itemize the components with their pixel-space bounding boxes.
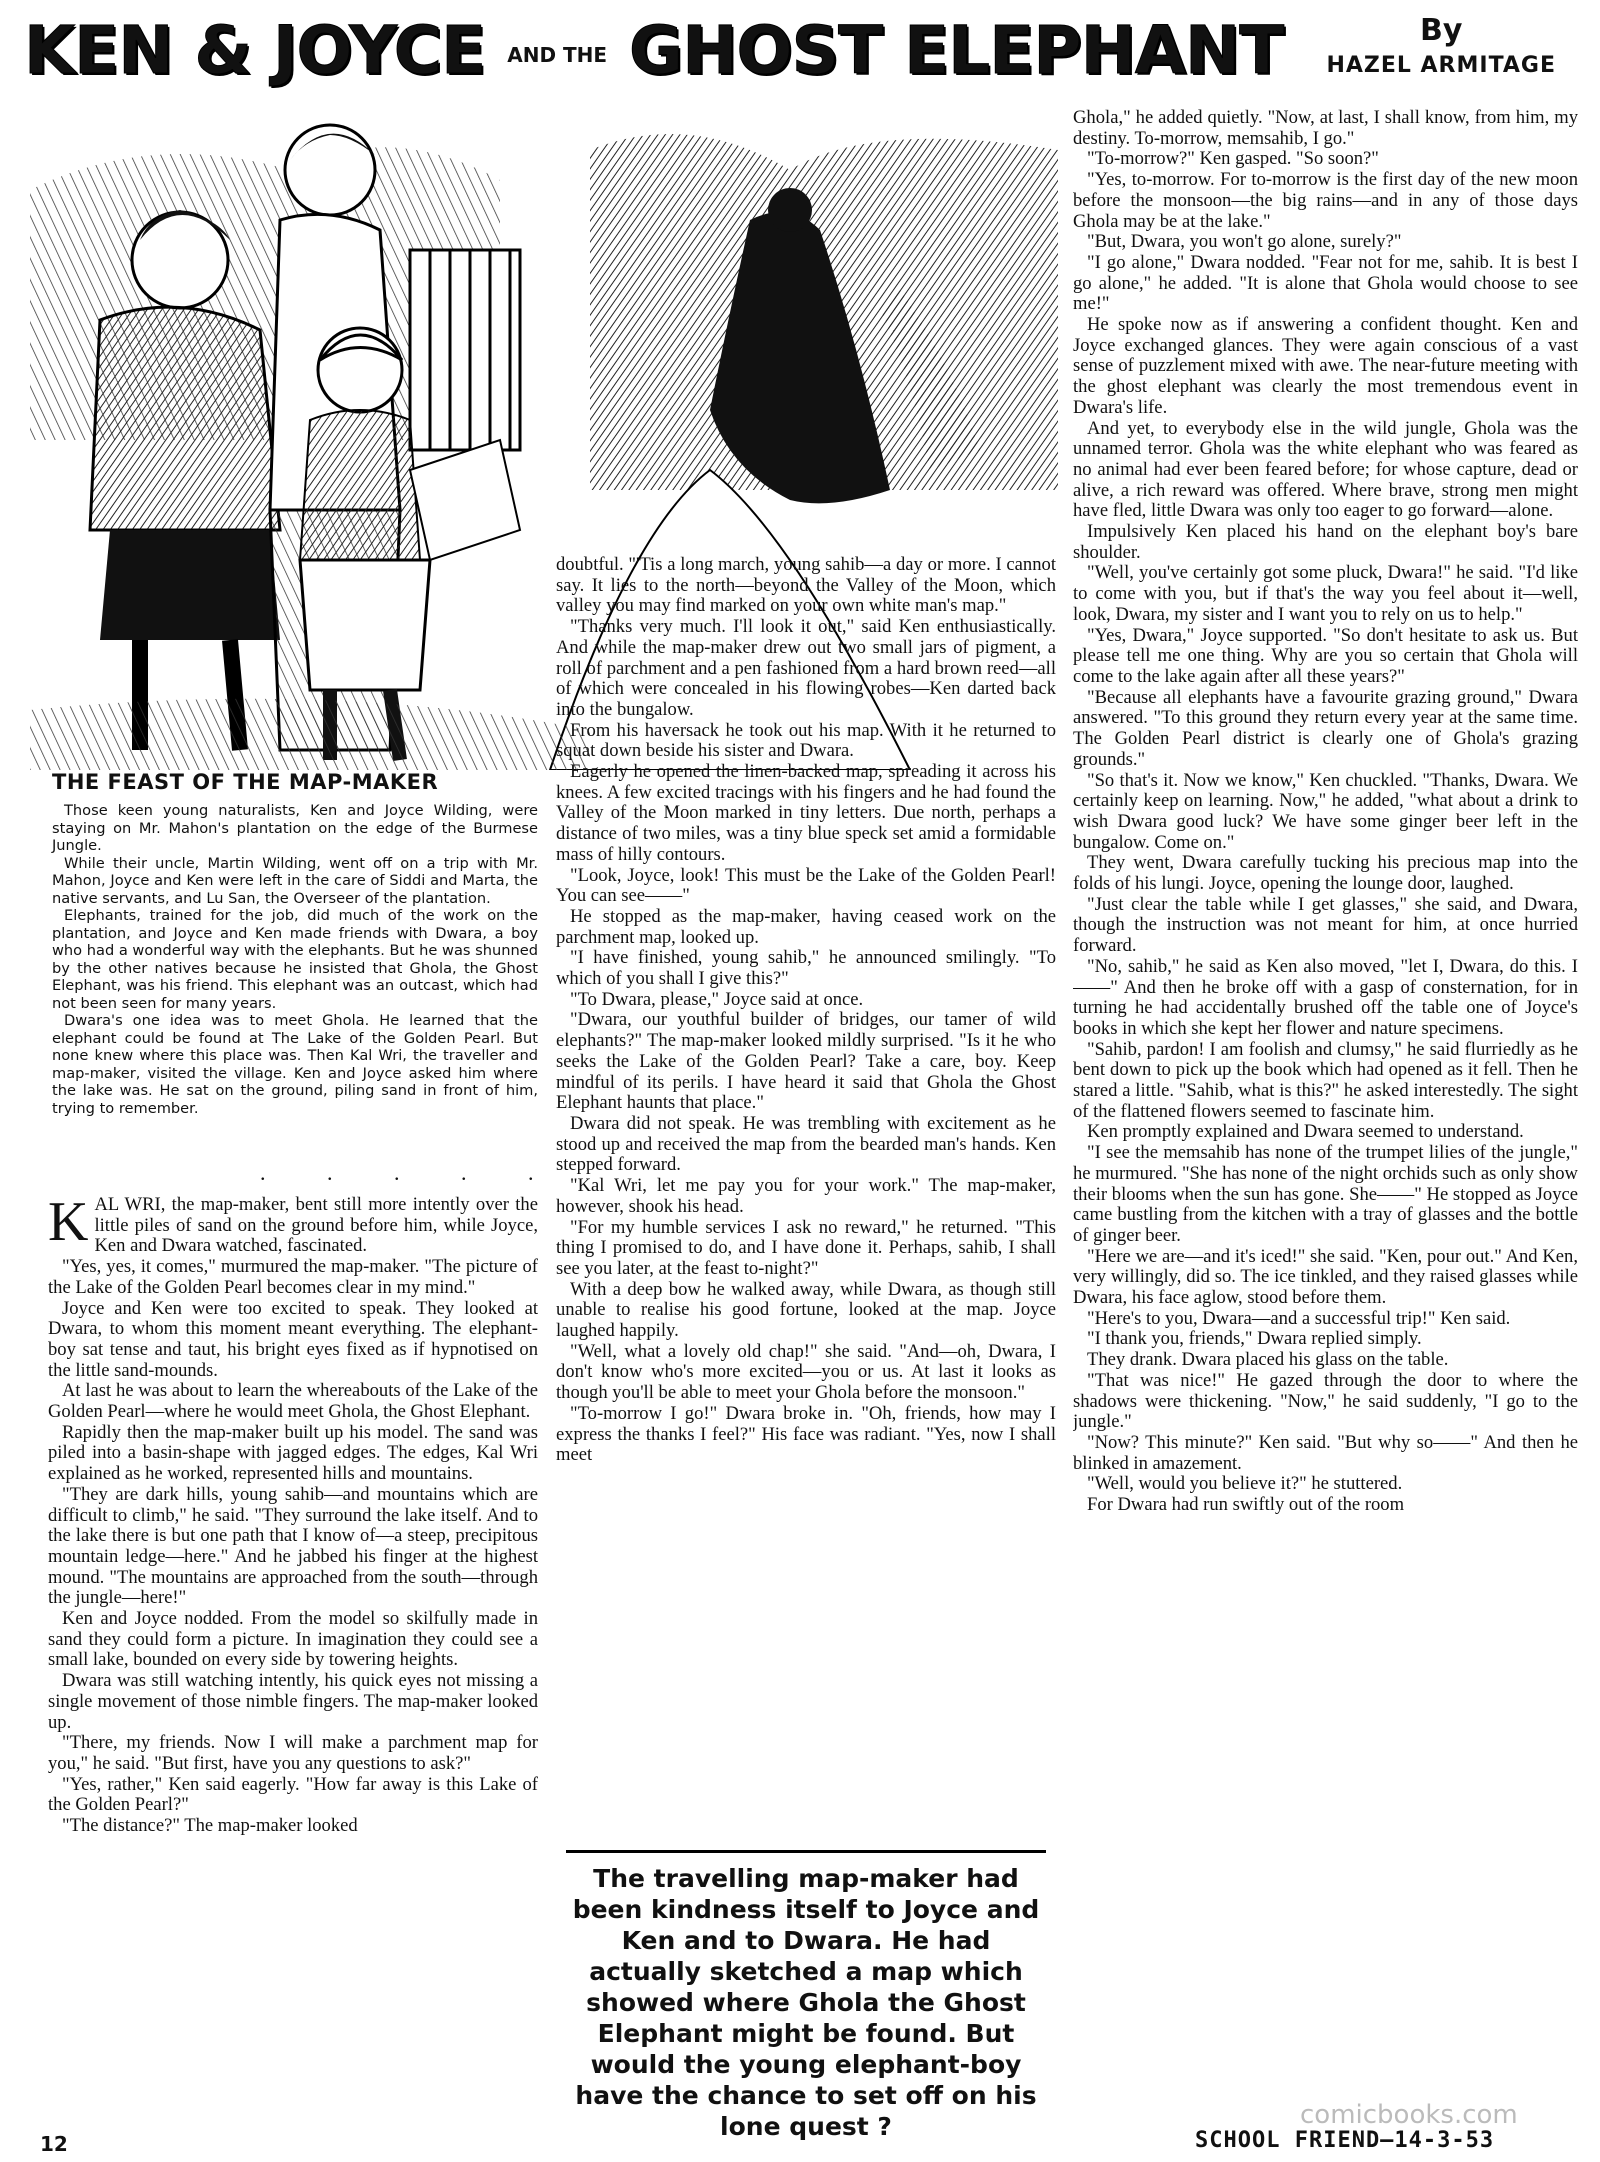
story-paragraph: Dwara was still watching intently, his quick eyes not missing a single movement of those nimble fingers. The map-maker looked up. xyxy=(48,1670,538,1733)
story-paragraph: "I thank you, friends," Dwara replied simply. xyxy=(1087,1328,1422,1350)
story-paragraph: doubtful. "'Tis a long march, young sahib—a day or more. I cannot say. It lies to the north—beyond the Valley of the Moon, which valley you may find marked on your own white man's map." xyxy=(556,555,1056,617)
drop-cap: K xyxy=(48,1195,89,1253)
synopsis-heading: THE FEAST OF THE MAP-MAKER xyxy=(52,770,439,794)
story-paragraph: Ken and Joyce nodded. From the model so skilfully made in sand they could form a picture. In imagination they could see a small lake, bounded on every side by towering heights. xyxy=(48,1608,538,1671)
story-column-2 xyxy=(556,555,1056,1845)
story-paragraph: "For my humble services I ask no reward," he returned. "This thing I promised to do, and I have done it. Perhaps, sahib, I shall see you later, at the feast to-night?" xyxy=(556,1216,1056,1279)
story-paragraph: And yet, to everybody else in the wild jungle, Ghola was the unnamed terror. Ghola was the white elephant who was feared as no animal had ever been feared before; for whose capture, dead or alive, a rich reward was offered. Where brave, strong men might have fled, little Dwara was only too eager to go forward—alone. xyxy=(1073,417,1578,522)
story-paragraph: They drank. Dwara placed his glass on the table. xyxy=(1087,1349,1449,1371)
section-separator: . . . . . xyxy=(260,1160,562,1185)
byline xyxy=(1326,14,1556,84)
synopsis-paragraph: While their uncle, Martin Wilding, went off on a trip with Mr. Mahon, Joyce and Ken were left in the care of Siddi and Marta, the native servants, and Lu San, the Overseer of the plantation. xyxy=(52,854,538,907)
story-paragraph: "To Dwara, please," Joyce said at once. xyxy=(570,988,864,1010)
story-paragraph: He spoke now as if answering a confident thought. Ken and Joyce exchanged glances. They were again conscious of a vast sense of puzzlement mixed with awe. The near-future meeting with the ghost elephant was clearly the most tremendous event in Dwara's life. xyxy=(1073,314,1578,418)
story-paragraph: "Well, you've certainly got some pluck, Dwara!" he said. "I'd like to come with you, but if that's the way you feel about it—well, look, Dwara, my sister and I want you to rely on us to help." xyxy=(1073,562,1578,625)
author-name: HAZEL ARMITAGE xyxy=(1326,53,1556,78)
story-paragraph: Eagerly he opened the linen-backed map, spreading it across his knees. A few excited tracings with his fingers and he had found the Valley of the Moon marked in tiny letters. Due north, perhaps a distance of two miles, was a tiny blue speck set amid a formidable mass of hilly contours. xyxy=(556,761,1056,865)
story-paragraph: He stopped as the map-maker, having ceased work on the parchment map, looked up. xyxy=(556,905,1056,948)
story-paragraph: For Dwara had run swiftly out of the room xyxy=(1087,1494,1405,1516)
story-opening-paragraph xyxy=(48,1195,538,1257)
byline-by: By xyxy=(1420,13,1463,48)
story-paragraph: "I have finished, young sahib," he announced smilingly. "To which of you shall I give this?" xyxy=(556,947,1056,990)
story-paragraph: "The distance?" The map-maker looked xyxy=(62,1815,358,1837)
story-paragraph: "Here we are—and it's iced!" she said. "Ken, pour out." And Ken, very willingly, did so. The ice tinkled, and they raised glasses while Dwara, his face aglow, stood before them. xyxy=(1073,1245,1578,1309)
story-column-1 xyxy=(48,1195,538,2115)
story-paragraph: At last he was about to learn the whereabouts of the Lake of the Golden Pearl—where he would meet Ghola, the Ghost Elephant. xyxy=(48,1380,538,1423)
story-paragraph: "Sahib, pardon! I am foolish and clumsy," he said flurriedly as he bent down to pick up the book which had opened as it fell. Then he stared a little. "Sahib, what is this?" he asked interestedly. The sight of the flattened flowers seemed to fascinate him. xyxy=(1073,1038,1578,1122)
story-paragraph: Joyce and Ken were too excited to speak. They looked at Dwara, to whom this moment meant everything. The elephant-boy sat tense and taut, his bright eyes fixed as if hypnotised on the little sand-mounds. xyxy=(48,1297,538,1381)
story-paragraph: Ken promptly explained and Dwara seemed to understand. xyxy=(1087,1121,1524,1143)
title-part-1: KEN & JOYCE xyxy=(24,12,486,89)
story-paragraph: "Well, what a lovely old chap!" she said. "And—oh, Dwara, I don't know who's more excited—you or us. At last it looks as though you'll be able to meet your Ghola before the monsoon." xyxy=(556,1340,1056,1404)
title-connector: AND THE xyxy=(507,42,608,67)
story-paragraph: With a deep bow he walked away, while Dwara, as though still unable to realise his good fortune, looked at the map. Joyce laughed happily. xyxy=(556,1278,1056,1342)
story-paragraph: "That was nice!" He gazed through the door to where the shadows were thickening. "Now," he said suddenly, "I go to the jungle." xyxy=(1073,1369,1578,1433)
story-paragraph: "Thanks very much. I'll look it out," said Ken enthusiastically. And while the map-maker drew out two small jars of pigment, a roll of parchment and a pen fashioned from a hard brown reed—all of which were concealed in his flowing robes—Ken darted back into the bungalow. xyxy=(556,616,1056,720)
story-paragraph: Rapidly then the map-maker built up his model. The sand was piled into a basin-shape with jagged edges. The edges, Kal Wri explained as he worked, represented hills and mountains. xyxy=(48,1421,538,1485)
synopsis-paragraph: Those keen young naturalists, Ken and Joyce Wilding, were staying on Mr. Mahon's plantation on the edge of the Burmese Jungle. xyxy=(52,802,538,854)
story-header xyxy=(24,8,1576,98)
story-paragraph: "Here's to you, Dwara—and a successful trip!" Ken said. xyxy=(1087,1307,1511,1329)
story-paragraph: "So that's it. Now we know," Ken chuckled. "Thanks, Dwara. We certainly keep on learning. Now," he added, "what about a drink to wish Dwara good luck? We have some ginger beer left in the bungalow. Come on." xyxy=(1073,769,1578,853)
story-paragraph: "Yes, to-morrow. For to-morrow is the first day of the new moon before the monsoon—the big rains—and in any of those days Ghola may be at the lake." xyxy=(1073,169,1578,232)
story-paragraph: "Now? This minute?" Ken said. "But why so——" And then he blinked in amazement. xyxy=(1073,1432,1578,1474)
story-paragraph: "To-morrow?" Ken gasped. "So soon?" xyxy=(1087,148,1379,170)
title-part-2: GHOST ELEPHANT xyxy=(629,12,1284,89)
story-paragraph: "Yes, Dwara," Joyce supported. "So don't hesitate to ask us. But please tell me one thing. Why are you so certain that Ghola will come to the lake again after all these years?" xyxy=(1073,624,1578,687)
story-paragraph: "Because all elephants have a favourite grazing ground," Dwara answered. "To this ground they return every year at the same time. The Golden Pearl district is clearly one of Ghola's grazing grounds." xyxy=(1073,686,1578,770)
story-paragraph: "I see the memsahib has none of the trumpet lilies of the jungle," he murmured. "She has none of the night orchids such as only show their blooms when the sun has gone. She——" He stopped as Joyce came bustling from the kitchen with a tray of glasses and the bottle of ginger beer. xyxy=(1073,1142,1578,1246)
page-number: 12 xyxy=(40,2132,68,2156)
story-paragraph: Dwara did not speak. He was trembling with excitement as he stood up and received the map from the bearded man's hands. Ken stepped forward. xyxy=(556,1112,1056,1176)
synopsis-paragraph: Dwara's one idea was to meet Ghola. He learned that the elephant could be found at The Lake of the Golden Pearl. But none knew where this place was. Then Kal Wri, the traveller and map-maker, visited the village. Ken and Joyce asked him where the lake was. He sat on the ground, piling sand in front of him, trying to remember. xyxy=(52,1012,538,1117)
story-paragraph: "They are dark hills, young sahib—and mountains which are difficult to climb," he said. "They surround the lake itself. And to the lake there is but one path that I know of—a steep, precipitous mountain ledge—here." And he jabbed his finger at the highest mound. "The mountains are approached from the south—through the jungle—here!" xyxy=(48,1483,538,1609)
story-paragraph: "Kal Wri, let me pay you for your work." The map-maker, however, shook his head. xyxy=(556,1175,1056,1217)
story-paragraph: "To-morrow I go!" Dwara broke in. "Oh, friends, how may I express the thanks I feel?" His face was radiant. "Yes, now I shall meet xyxy=(556,1402,1056,1466)
story-paragraph: They went, Dwara carefully tucking his precious map into the folds of his lungi. Joyce, opening the lounge door, laughed. xyxy=(1073,852,1578,895)
story-paragraph: "But, Dwara, you won't go alone, surely?" xyxy=(1087,231,1402,253)
story-paragraph: "Yes, yes, it comes," murmured the map-maker. "The picture of the Lake of the Golden Pearl becomes clear in my mind." xyxy=(48,1256,538,1298)
teaser-box: The travelling map-maker had been kindness itself to Joyce and Ken and to Dwara. He had actually sketched a map which showed where Ghola the Ghost Elephant might be found. But would the young elephant-boy have the chance to set off on his lone quest ? xyxy=(566,1850,1046,2115)
story-paragraph: "Look, Joyce, look! This must be the Lake of the Golden Pearl! You can see——" xyxy=(556,864,1056,907)
story-paragraph: From his haversack he took out his map. With it he returned to squat down beside his sister and Dwara. xyxy=(556,719,1056,762)
watermark: comicbooks.com xyxy=(1300,2100,1518,2130)
story-paragraph: "Well, would you believe it?" he stuttered. xyxy=(1087,1473,1403,1495)
story-column-3 xyxy=(1073,108,1578,2118)
story-paragraph: "Yes, rather," Ken said eagerly. "How far away is this Lake of the Golden Pearl?" xyxy=(48,1773,538,1816)
synopsis-paragraph: Elephants, trained for the job, did much of the work on the plantation, and Joyce and Ken made friends with Dwara, a boy who had a wonderful way with the elephants. But he was shunned by the other natives because he insisted that Ghola, the Ghost Elephant, was his friend. This elephant was an outcast, which had not been seen for many years. xyxy=(52,907,538,1012)
synopsis-box xyxy=(52,770,538,1117)
story-paragraph: Ghola," he added quietly. "Now, at last, I shall know, from him, my destiny. To-morrow, memsahib, I go." xyxy=(1073,108,1578,149)
story-paragraph: "Just clear the table while I get glasses," she said, and Dwara, though the instruction was not meant for him, at once hurried forward. xyxy=(1073,893,1578,957)
story-paragraph: "No, sahib," he said as Ken also moved, "let I, Dwara, do this. I——" And then he broke off with a gasp of consternation, for in turning he had accidentally brushed off the table one of Joyce's books in which she kept her flower and nature specimens. xyxy=(1073,955,1578,1039)
story-paragraph: Impulsively Ken placed his hand on the elephant boy's bare shoulder. xyxy=(1073,521,1578,563)
story-paragraph: "I go alone," Dwara nodded. "Fear not for me, sahib. It is best I go alone," he added. "It is alone that Ghola would choose to see me!" xyxy=(1073,251,1578,315)
opening-text: AL WRI, the map-maker, bent still more intently over the little piles of sand on the ground before him, while Joyce, Ken and Dwara watched, fascinated. xyxy=(94,1195,538,1257)
publication-line: SCHOOL FRIEND—14-3-53 xyxy=(1195,2128,1495,2153)
story-paragraph: "Dwara, our youthful builder of bridges, our tamer of wild elephants?" The map-maker looked mildly surprised. "Is it he who seeks the Lake of the Golden Pearl? Take a care, boy. Keep mindful of its perils. I have heard it said that Ghola the Ghost Elephant haunts that place." xyxy=(556,1009,1056,1114)
story-title xyxy=(24,8,1283,98)
story-paragraph: "There, my friends. Now I will make a parchment map for you," he said. "But first, have you any questions to ask?" xyxy=(48,1732,538,1774)
